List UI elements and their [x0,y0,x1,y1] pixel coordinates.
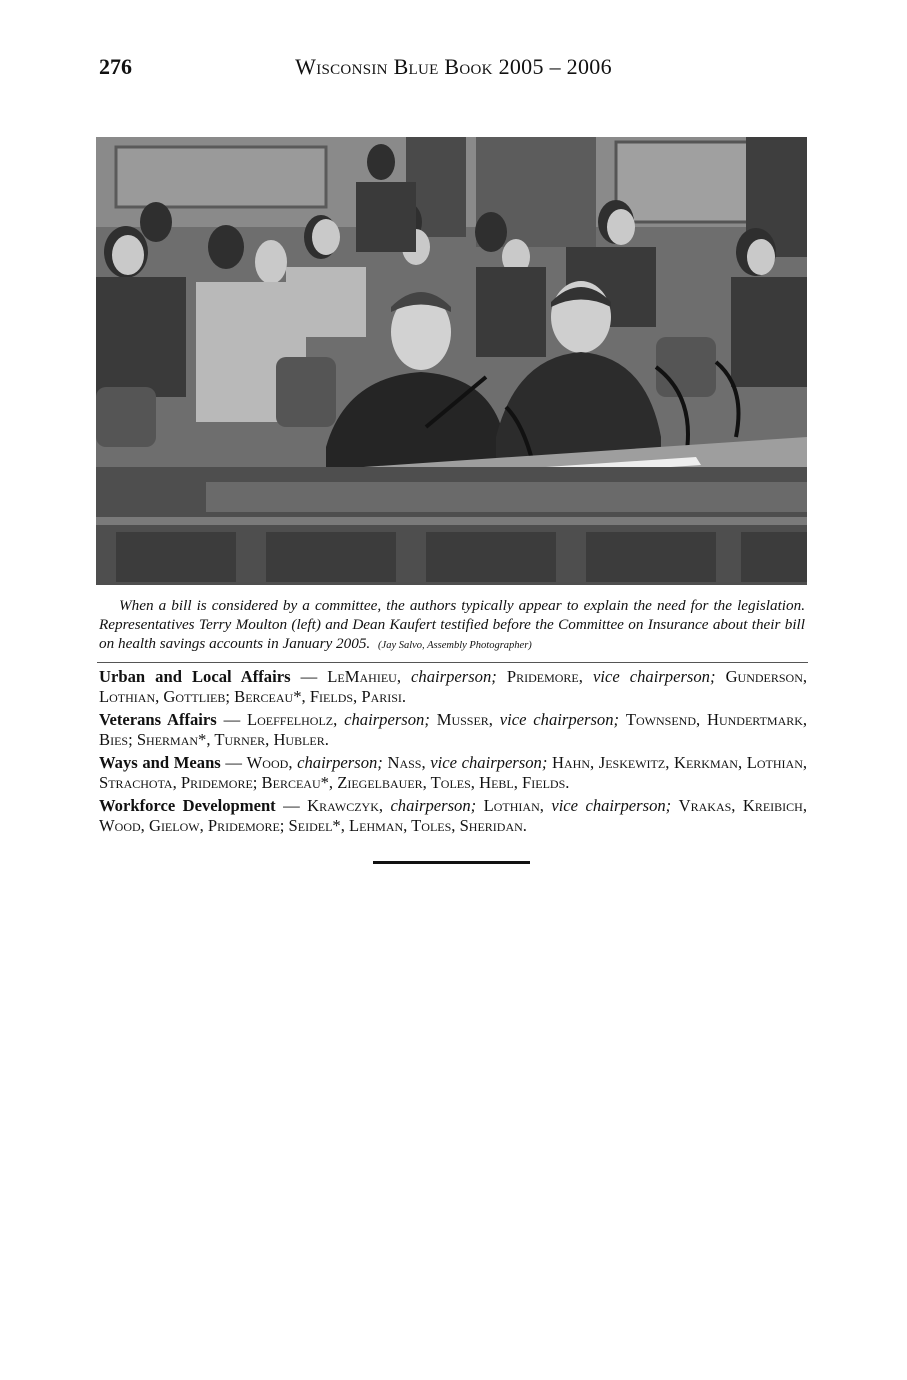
committee-members: Hahn, Jeskewitz, Kerkman, Lothian, Strachota, Pridemore; Berceau*, Ziegelbauer, Toles, Hebl, Fields. [99,753,808,792]
committee-entry: Ways and Means — Wood, chairperson; Nass, vice chairperson; Hahn, Jeskewitz, Kerkman, Lothian, Strachota, Pridemore; Berceau*, Ziegelbauer, Toles, Hebl, Fields. [99,753,808,792]
chair-name: Loeffelholz [247,710,334,729]
committee-members: Townsend, Hundertmark, Bies; Sherman*, Turner, Hubler. [99,710,808,749]
photo-caption [99,596,805,655]
photo-credit: (Jay Salvo, Assembly Photographer) [378,640,532,651]
chair-name: LeMahieu [327,667,397,686]
committee-members: Gunderson, Lothian, Gottlieb; Berceau*, Fields, Parisi. [99,667,808,706]
committee-name: Veterans Affairs [99,710,217,729]
page-number: 276 [99,54,132,79]
committee-name: Ways and Means [99,753,221,772]
committee-entry: Urban and Local Affairs — LeMahieu, chairperson; Pridemore, vice chairperson; Gunderson, Lothian, Gottlieb; Berceau*, Fields, Parisi. [99,667,808,706]
committee-entry: Workforce Development — Krawczyk, chairperson; Lothian, vice chairperson; Vrakas, Kreibich, Wood, Gielow, Pridemore; Seidel*, Lehman, Toles, Sheridan. [99,796,807,835]
committee-list [99,667,807,839]
running-head: Wisconsin Blue Book 2005 – 2006 [295,54,612,79]
committee-entry: Veterans Affairs — Loeffelholz, chairperson; Musser, vice chairperson; Townsend, Hundertmark, Bies; Sherman*, Turner, Hubler. [99,710,808,749]
chair-name: Wood [246,753,289,772]
vice-chair-name: Lothian [483,796,540,815]
vice-chair-name: Nass [387,753,422,772]
committee-name: Urban and Local Affairs [99,667,291,686]
vice-chair-name: Pridemore [506,667,579,686]
vice-chair-name: Musser [436,710,489,729]
section-divider [97,662,808,663]
committee-hearing-photo [96,137,807,585]
end-of-section-rule [373,861,530,864]
caption-text: When a bill is considered by a committee, the authors typically appear to explain the need for the legislation. Representatives Terry Moulton (left) and Dean Kaufert testified before the Committee on Insurance about their bill on health savings accounts in January 2005. [99,597,805,652]
committee-name: Workforce Development [99,796,276,815]
committee-members: Vrakas, Kreibich, Wood, Gielow, Pridemore; Seidel*, Lehman, Toles, Sheridan. [99,796,807,835]
chair-name: Krawczyk [307,796,379,815]
